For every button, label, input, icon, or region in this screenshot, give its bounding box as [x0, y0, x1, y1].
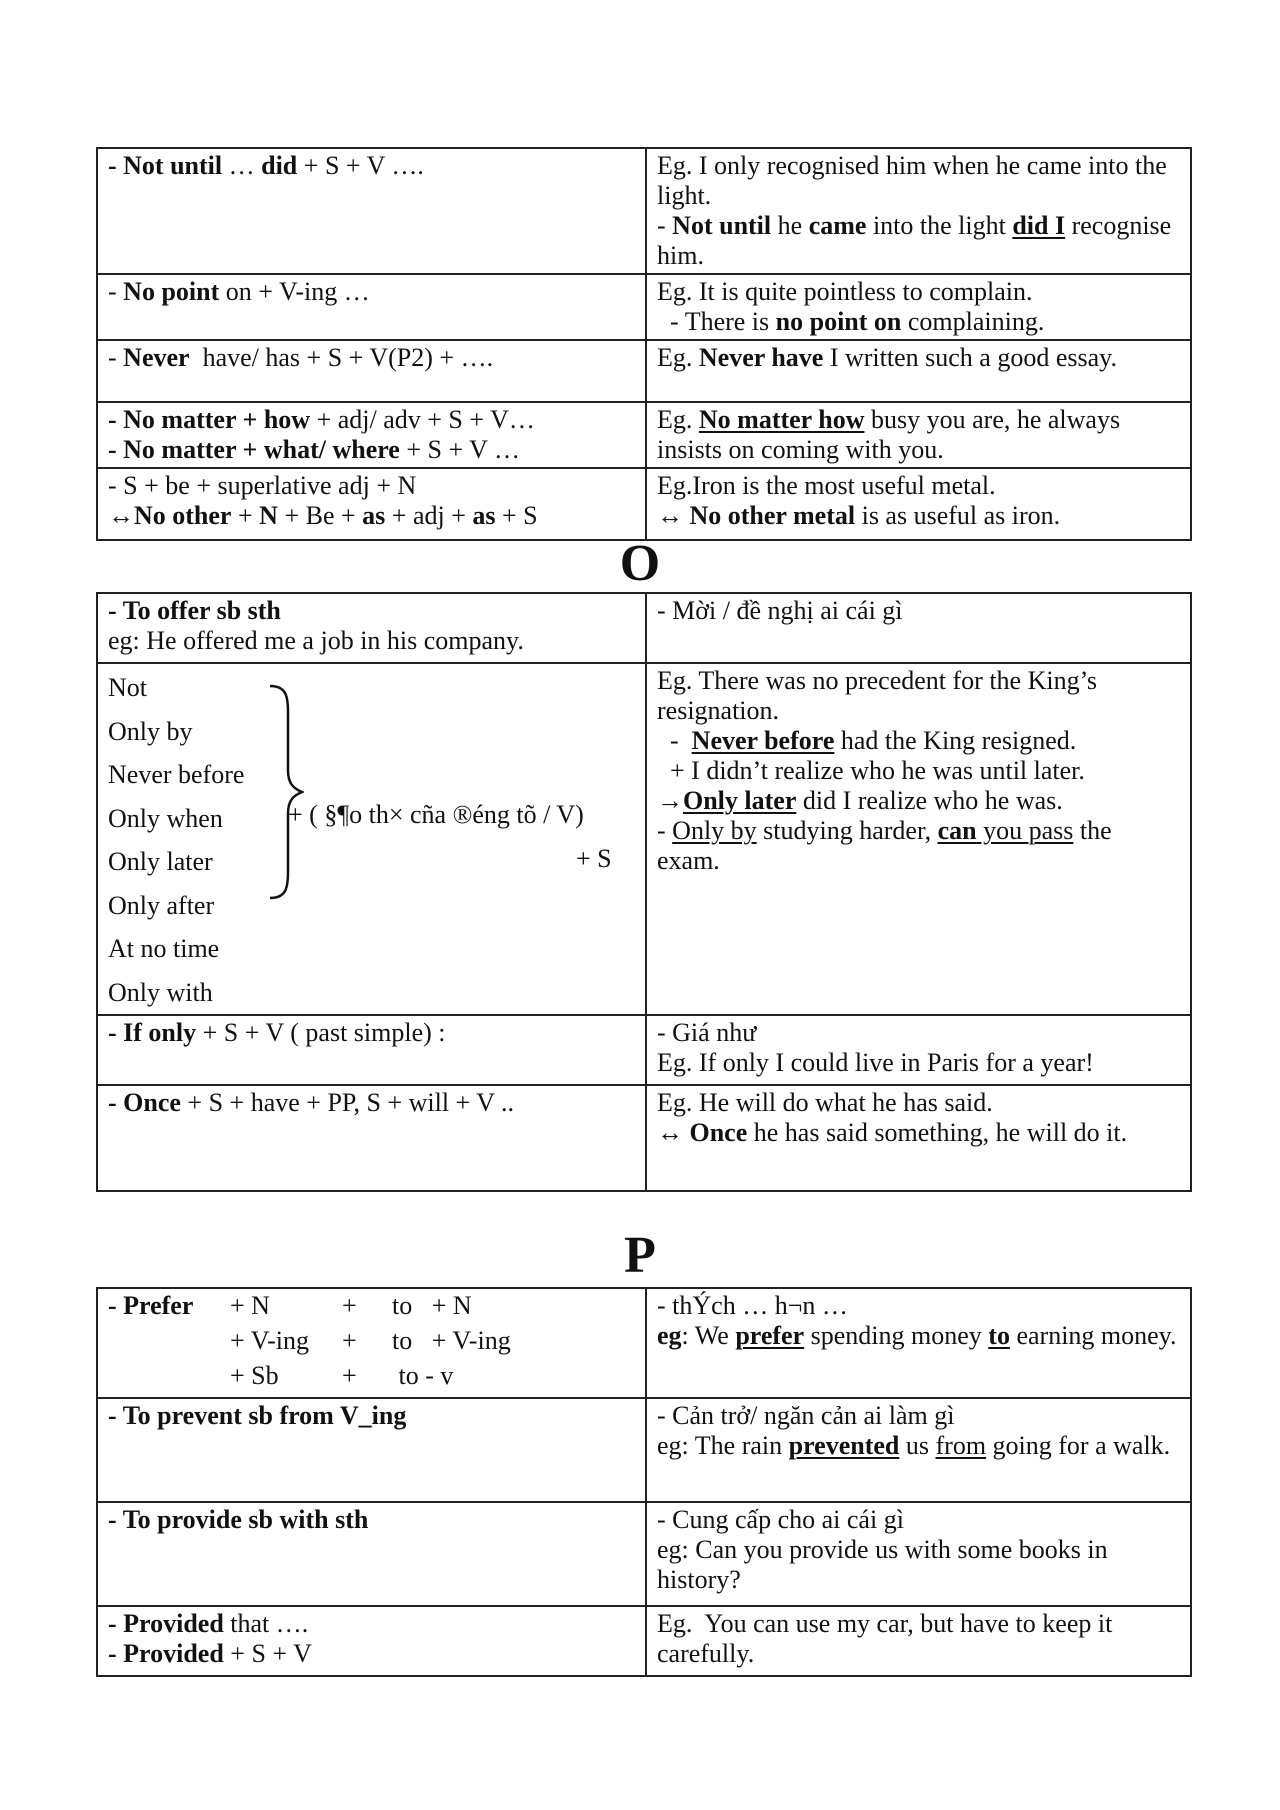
pattern-cell: [97, 148, 646, 274]
pattern-keyword: did: [261, 151, 298, 180]
example-cell: - Cản trở/ ngăn cản ai làm gì eg: The rain prevented us from going for a walk.: [646, 1398, 1191, 1502]
equivalence-arrow-icon: ↔: [657, 501, 690, 530]
list-item: Never before: [108, 760, 245, 789]
inversion-word-list: [108, 666, 244, 1014]
inversion-pattern-cell: [97, 663, 646, 1015]
table-row: [97, 663, 1191, 1015]
table-row: [97, 468, 1191, 540]
grammar-table-o: [96, 592, 1192, 1192]
example-text: Eg. I only recognised him when he came into the light.: [657, 151, 1167, 210]
pattern-text: …: [222, 151, 262, 180]
example-cell: Eg. No matter how busy you are, he always insists on coming with you.: [646, 402, 1191, 468]
inversion-rule-text: + ( §¶o th× cña ®éng tõ / V): [288, 800, 584, 829]
example-cell: - Cung cấp cho ai cái gì eg: Can you provide us with some books in history?: [646, 1502, 1191, 1606]
example-cell: - thÝch … h¬n … eg: We prefer spending money to earning money.: [646, 1288, 1191, 1398]
example-cell: [646, 148, 1191, 274]
example-cell: Eg. He will do what he has said. ↔ Once he has said something, he will do it.: [646, 1085, 1191, 1191]
table-row: [97, 1606, 1191, 1676]
list-item: Only when: [108, 803, 223, 833]
pattern-cell: - Never have/ has + S + V(P2) + ….: [97, 340, 646, 402]
pattern-cell: - To provide sb with sth: [97, 1502, 646, 1606]
pattern-cell: - S + be + superlative adj + N ↔No other + N + Be + as + adj + as + S: [97, 468, 646, 540]
pattern-cell: - No matter + how + adj/ adv + S + V… - No matter + what/ where + S + V …: [97, 402, 646, 468]
list-item: At no time: [108, 934, 220, 963]
example-text: Eg. It is quite pointless to complain.: [657, 277, 1033, 306]
example-text: - There is no point on complaining.: [657, 307, 1045, 336]
curly-brace-icon: [268, 682, 304, 902]
pattern-keyword: - Not until: [108, 151, 223, 180]
grammar-table-p: [96, 1287, 1192, 1677]
pattern-text: + S + V ….: [297, 151, 424, 180]
example-cell: Eg.Iron is the most useful metal. ↔ No other metal is as useful as iron.: [646, 468, 1191, 540]
example-cell: - Giá như Eg. If only I could live in Paris for a year!: [646, 1015, 1191, 1085]
pattern-cell: - Once + S + have + PP, S + will + V ..: [97, 1085, 646, 1191]
list-item: Only by: [108, 716, 193, 746]
pattern-keyword: Never: [123, 343, 190, 372]
table-row: [97, 340, 1191, 402]
table-row: [97, 593, 1191, 663]
section-heading-o: O: [619, 535, 661, 592]
pattern-cell: - To offer sb sth eg: He offered me a job in his company.: [97, 593, 646, 663]
pattern-keyword: No point: [123, 277, 220, 306]
table-row: [97, 1502, 1191, 1606]
meaning-text: - Cản trở/ ngăn cản ai làm gì: [657, 1401, 955, 1430]
example-cell: Eg. Never have I written such a good essay.: [646, 340, 1191, 402]
equivalence-arrow-icon: ↔: [108, 501, 134, 530]
meaning-text: - Giá như: [657, 1018, 757, 1047]
right-arrow-icon: →: [657, 786, 683, 815]
pattern-cell: - Provided that …. - Provided + S + V: [97, 1606, 646, 1676]
list-item: Only after: [108, 890, 215, 920]
table-row: [97, 1085, 1191, 1191]
table-row: [97, 148, 1191, 274]
table-row: [97, 274, 1191, 340]
example-text: - Not until he came into the light did I recognise him.: [657, 211, 1172, 270]
meaning-cell: - Mời / đề nghị ai cái gì: [646, 593, 1191, 663]
table-row: [97, 1288, 1191, 1398]
pattern-cell: - Prefer + N + V-ing + Sb + + + to + N to + V-ing to - v: [97, 1288, 646, 1398]
equivalence-arrow-icon: ↔: [657, 1118, 690, 1147]
pattern-cell: - No point on + V-ing …: [97, 274, 646, 340]
pattern-cell: - If only + S + V ( past simple) :: [97, 1015, 646, 1085]
meaning-text: - Cung cấp cho ai cái gì: [657, 1505, 904, 1534]
meaning-text: - thÝch … h¬n …: [657, 1291, 848, 1320]
list-item: Only with: [108, 977, 213, 1007]
grammar-table-n: [96, 147, 1192, 541]
table-row: [97, 1015, 1191, 1085]
list-item: Only later: [108, 847, 213, 876]
example-cell: Eg. There was no precedent for the King’s resignation. - Never before had the King resigned. + I didn’t realize who he was until later. →Only later did I realize who he was. - Only by studying harder, can you pass the exam.: [646, 663, 1191, 1015]
table-row: [97, 402, 1191, 468]
example-cell: Eg. You can use my car, but have to keep it carefully.: [646, 1606, 1191, 1676]
inversion-subject-text: + S: [576, 844, 612, 873]
list-item: Not: [108, 673, 147, 702]
pattern-cell: - To prevent sb from V_ing: [97, 1398, 646, 1502]
section-heading-p: P: [624, 1227, 656, 1284]
table-row: [97, 1398, 1191, 1502]
example-cell: [646, 274, 1191, 340]
